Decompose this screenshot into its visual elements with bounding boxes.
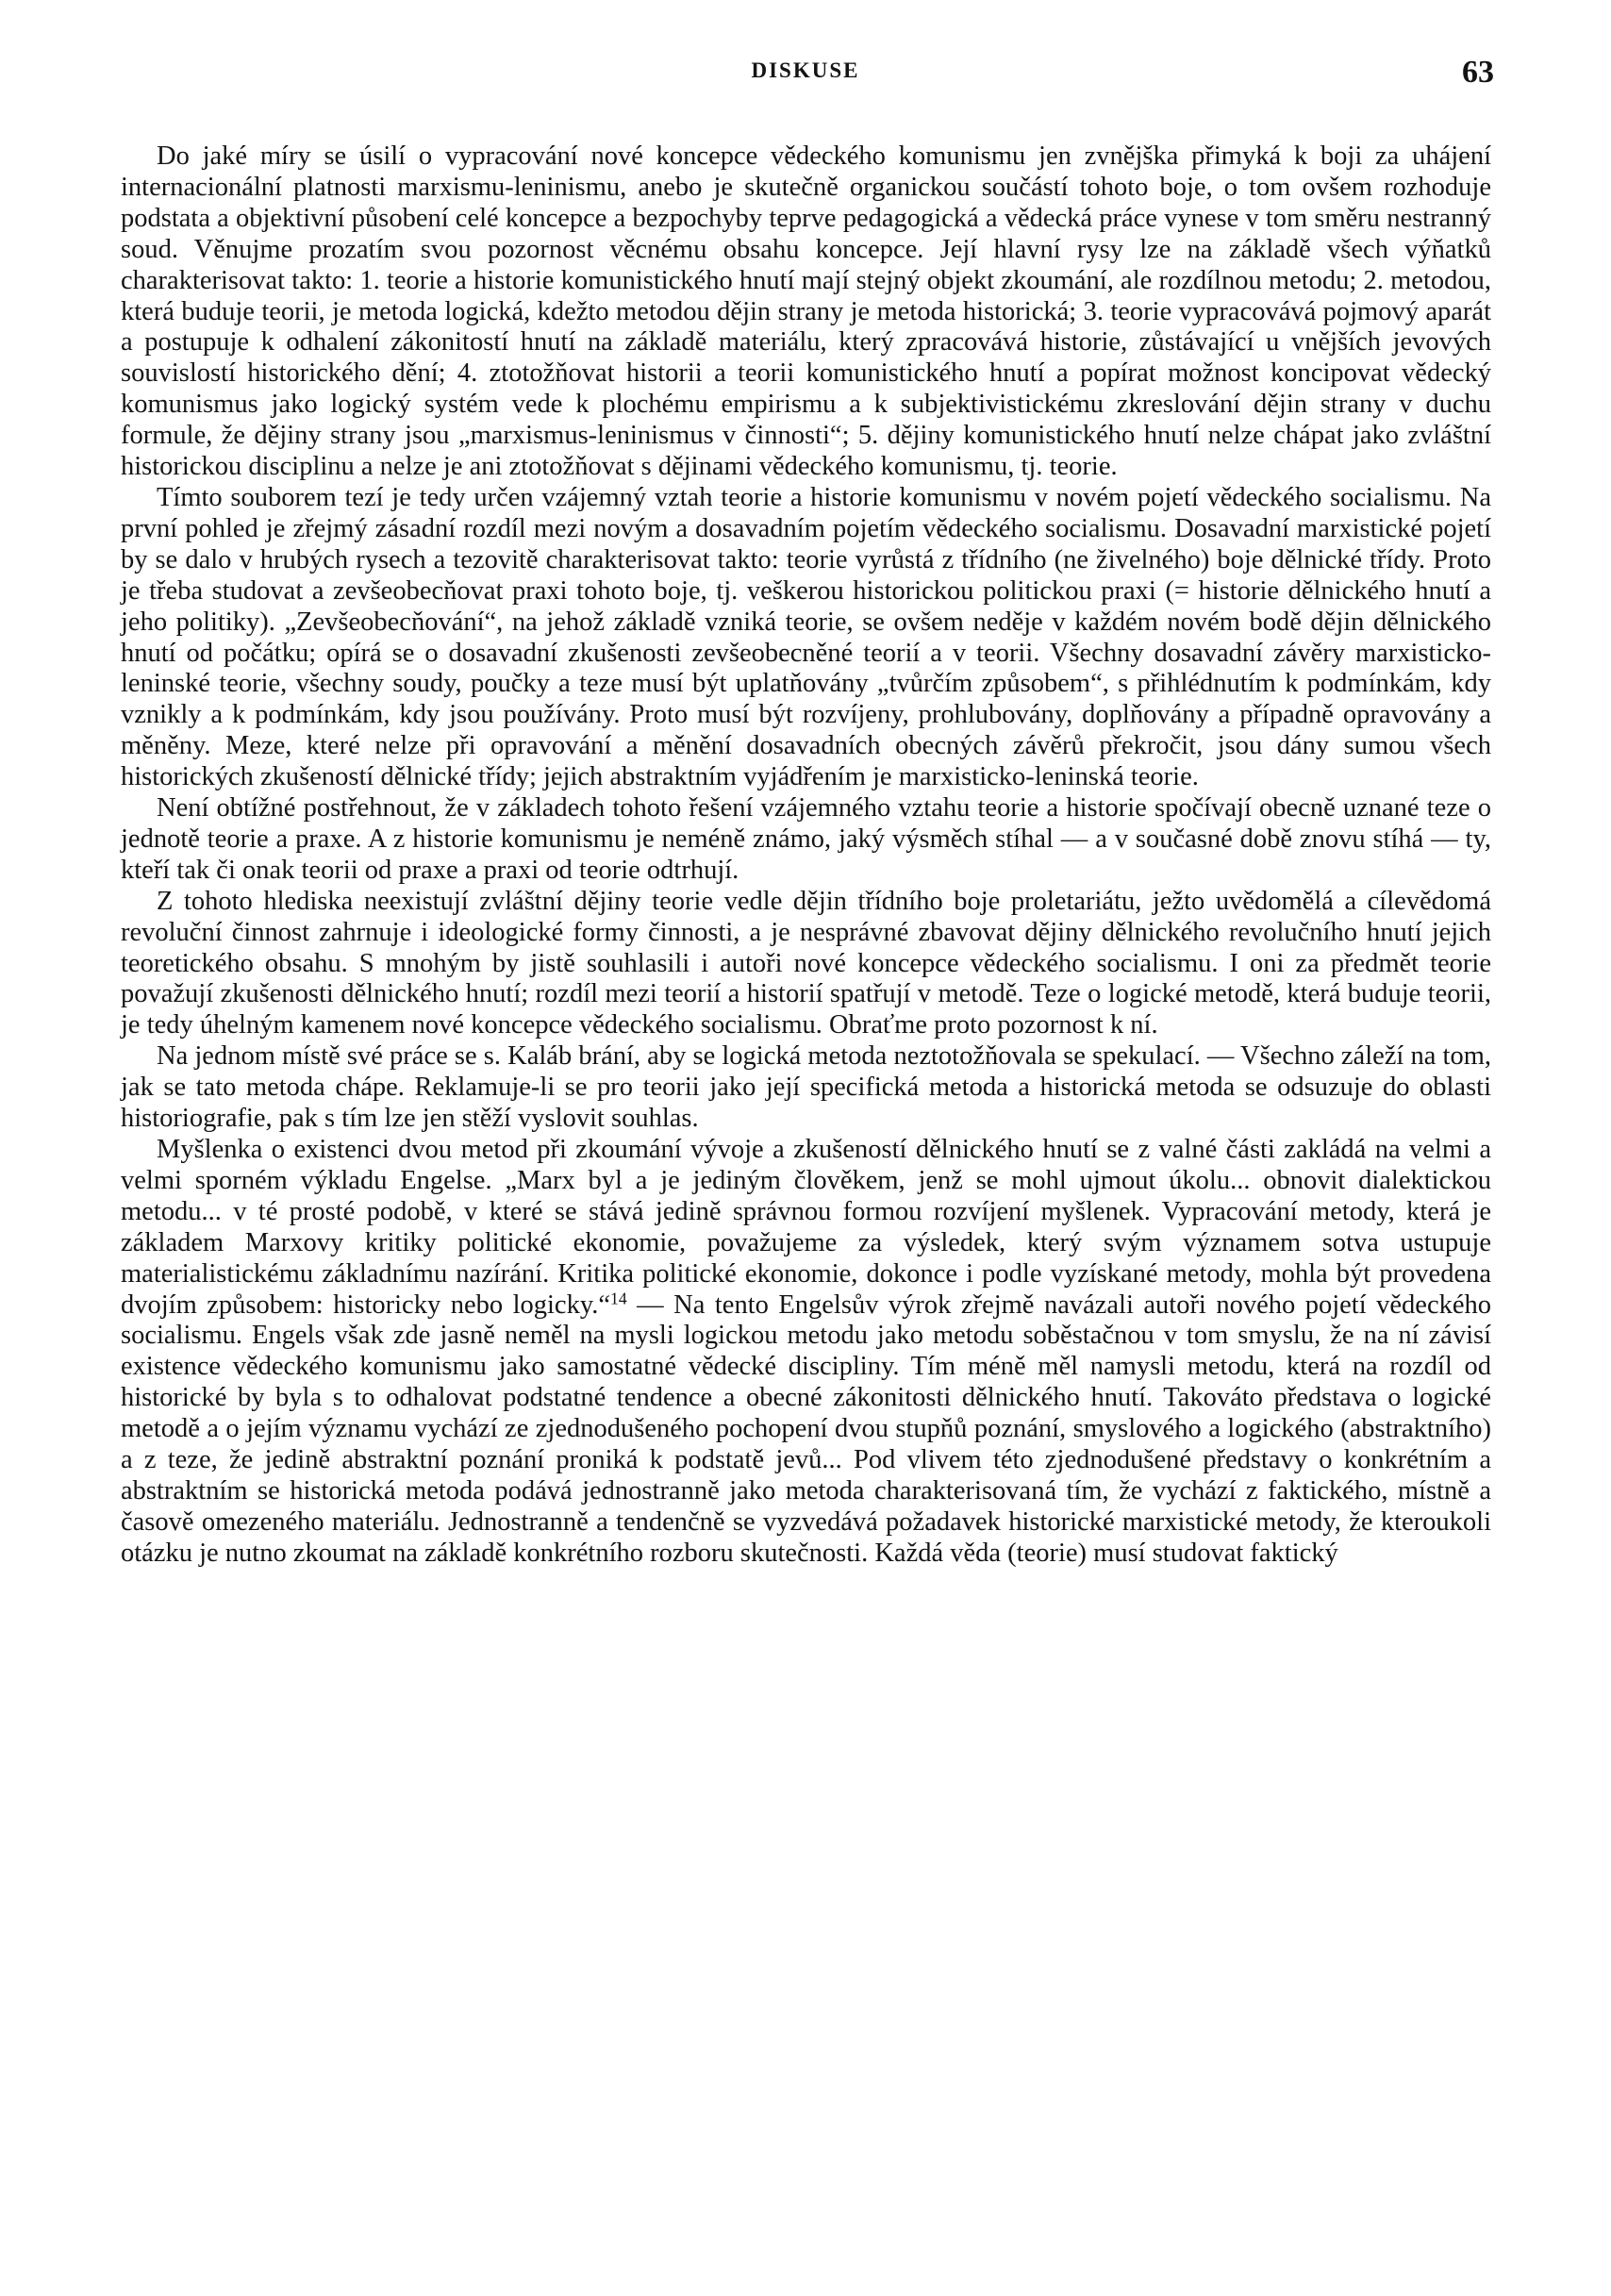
paragraph <box>121 1041 1491 1135</box>
paragraph-text: Není obtížné postřehnout, že v základech tohoto řešení vzájemného vztahu teorie a historie spočívají obecně uznané teze o jednotě teorie a praxe. A z historie komunismu je neméně známo, jaký výsměch stíhal — a v současné době znovu stíhá — ty, kteří tak či onak teorii od praxe a praxi od teorie odtrhují. <box>121 793 1491 885</box>
paragraph-text: Tímto souborem tezí je tedy určen vzájemný vztah teorie a historie komunismu v novém pojetí vědeckého socialismu. Na první pohled je zřejmý zásadní rozdíl mezi novým a dosavadním pojetím vědeckého socialismu. Dosavadní marxistické pojetí by se dalo v hrubých rysech a tezovitě charakterisovat takto: teorie vyrůstá z třídního (ne živelného) boje dělnické třídy. Proto je třeba studovat a zevšeobecňovat praxi tohoto boje, tj. veškerou historickou politickou praxi (= historie dělnického hnutí a jeho politiky). „Zevšeobecňování“, na jehož základě vzniká teorie, se ovšem neděje v každém novém bodě dějin dělnického hnutí od počátku; opírá se o dosavadní zkušenosti zevšeobecněné teorií a v teorii. Všechny dosavadní závěry marxisticko-leninské teorie, všechny soudy, poučky a teze musí být uplatňovány „tvůrčím způsobem“, s přihlédnutím k podmínkám, kdy vznikly a k podmínkám, kdy jsou používány. Proto musí být rozvíjeny, prohlubovány, doplňovány a případně opravovány a měněny. Meze, které nelze při opravování a měnění dosavadních obecných závěrů překročit, jsou dány sumou všech historických zkušeností dělnické třídy; jejich abstraktním vyjádřením je marxisticko-leninská teorie. <box>121 482 1491 792</box>
paragraph-text: Do jaké míry se úsilí o vypracování nové koncepce vědeckého komunismu jen zvnějška přimyká k boji za uhájení internacionální platnosti marxismu-leninismu, anebo je skutečně organickou součástí tohoto boje, o tom ovšem rozhoduje podstata a objektivní působení celé koncepce a bezpochyby teprve pedagogická a vědecká práce vynese v tom směru nestranný soud. Věnujme prozatím svou pozornost věcnému obsahu koncepce. Její hlavní rysy lze na základě všech výňatků charakterisovat takto: 1. teorie a historie komunistického hnutí mají stejný objekt zkoumání, ale rozdílnou metodu; 2. metodou, která buduje teorii, je metoda logická, kdežto metodou dějin strany je metoda historická; 3. teorie vypracovává pojmový aparát a postupuje k odhalení zákonitostí hnutí na základě materiálu, který zpracovává historie, zůstávající u vnějších jevových souvislostí historického dění; 4. ztotožňovat historii a teorii komunistického hnutí a popírat možnost koncipovat vědecký komunismus jako logický systém vede k plochému empirismu a k subjektivistickému zkreslování dějin strany v duchu formule, že dějiny strany jsou „marxismus-leninismus v činnosti“; 5. dějiny komunistického hnutí nelze chápat jako zvláštní historickou disciplinu a nelze je ani ztotožňovat s dějinami vědeckého komunismu, tj. teorie. <box>121 141 1491 482</box>
paragraph <box>121 1135 1491 1570</box>
paragraph <box>121 887 1491 1042</box>
running-title: DISKUSE <box>751 58 860 82</box>
footnote-reference: 14 <box>610 1288 627 1307</box>
paragraph-text: Z tohoto hlediska neexistují zvláštní dějiny teorie vedle dějin třídního boje proletariátu, ježto uvědomělá a cílevědomá revoluční činnost zahrnuje i ideologické formy činnosti, a je nesprávné zbavovat dějiny dělnického revolučního hnutí jejich teoretického obsahu. S mnohým by jistě souhlasili i autoři nové koncepce vědeckého socialismu. I oni za předmět teorie považují zkušenosti dělnického hnutí; rozdíl mezi teorií a historií spatřují v metodě. Teze o logické metodě, která buduje teorii, je tedy úhelným kamenem nové koncepce vědeckého socialismu. Obraťme proto pozornost k ní. <box>121 886 1491 1040</box>
paragraph-text: Myšlenka o existenci dvou metod při zkoumání vývoje a zkušeností dělnického hnutí se z valné části zakládá na velmi a velmi sporném výkladu Engelse. „Marx byl a je jediným člověkem, jenž se mohl ujmout úkolu... obnovit dialektickou metodu... v té prosté podobě, v které se stává jedině správnou formou rozvíjení myšlenek. Vypracování metody, která je základem Marxovy kritiky politické ekonomie, považujeme za výsledek, který svým významem sotva ustupuje materialistickému základnímu nazírání. Kritika politické ekonomie, dokonce i podle vyzískané metody, mohla být provedena dvojím způsobem: historicky nebo logicky.“ <box>121 1135 1491 1320</box>
paragraph-text: — Na tento Engelsův výrok zřejmě navázali autoři nového pojetí vědeckého socialismu. Engels však zde jasně neměl na mysli logickou metodu jako metodu soběstačnou v tom smyslu, že na ní závisí existence vědeckého komunismu jako samostatné vědecké discipliny. Tím méně měl namysli metodu, která na rozdíl od historické by byla s to odhalovat podstatné tendence a obecné zákonitosti dělnického hnutí. Takováto představa o logické metodě a o jejím významu vychází ze zjednodušeného pochopení dvou stupňů poznání, smyslového a logického (abstraktního) a z teze, že jedině abstraktní poznání proniká k podstatě jevů... Pod vlivem této zjednodušené představy o konkrétním a abstraktním se historická metoda podává jednostranně jako metoda charakterisovaná tím, že vychází z faktického, místně a časově omezeného materiálu. Jednostranně a tendenčně se vyzvedává požadavek historické marxistické metody, že kteroukoli otázku je nutno zkoumat na základě konkrétního rozboru skutečnosti. Každá věda (teorie) musí studovat faktický <box>121 1289 1491 1568</box>
running-head <box>0 55 1611 92</box>
page-number: 63 <box>1462 55 1494 90</box>
paragraph <box>121 793 1491 887</box>
paragraph-text: Na jednom místě své práce se s. Kaláb brání, aby se logická metoda neztotožňovala se spekulací. — Všechno záleží na tom, jak se tato metoda chápe. Reklamuje-li se pro teorii jako její specifická metoda a historická metoda se odsuzuje do oblasti historiografie, pak s tím lze jen stěží vyslovit souhlas. <box>121 1041 1491 1134</box>
paragraph <box>121 141 1491 483</box>
paragraph <box>121 483 1491 793</box>
body-text <box>121 141 1491 1570</box>
